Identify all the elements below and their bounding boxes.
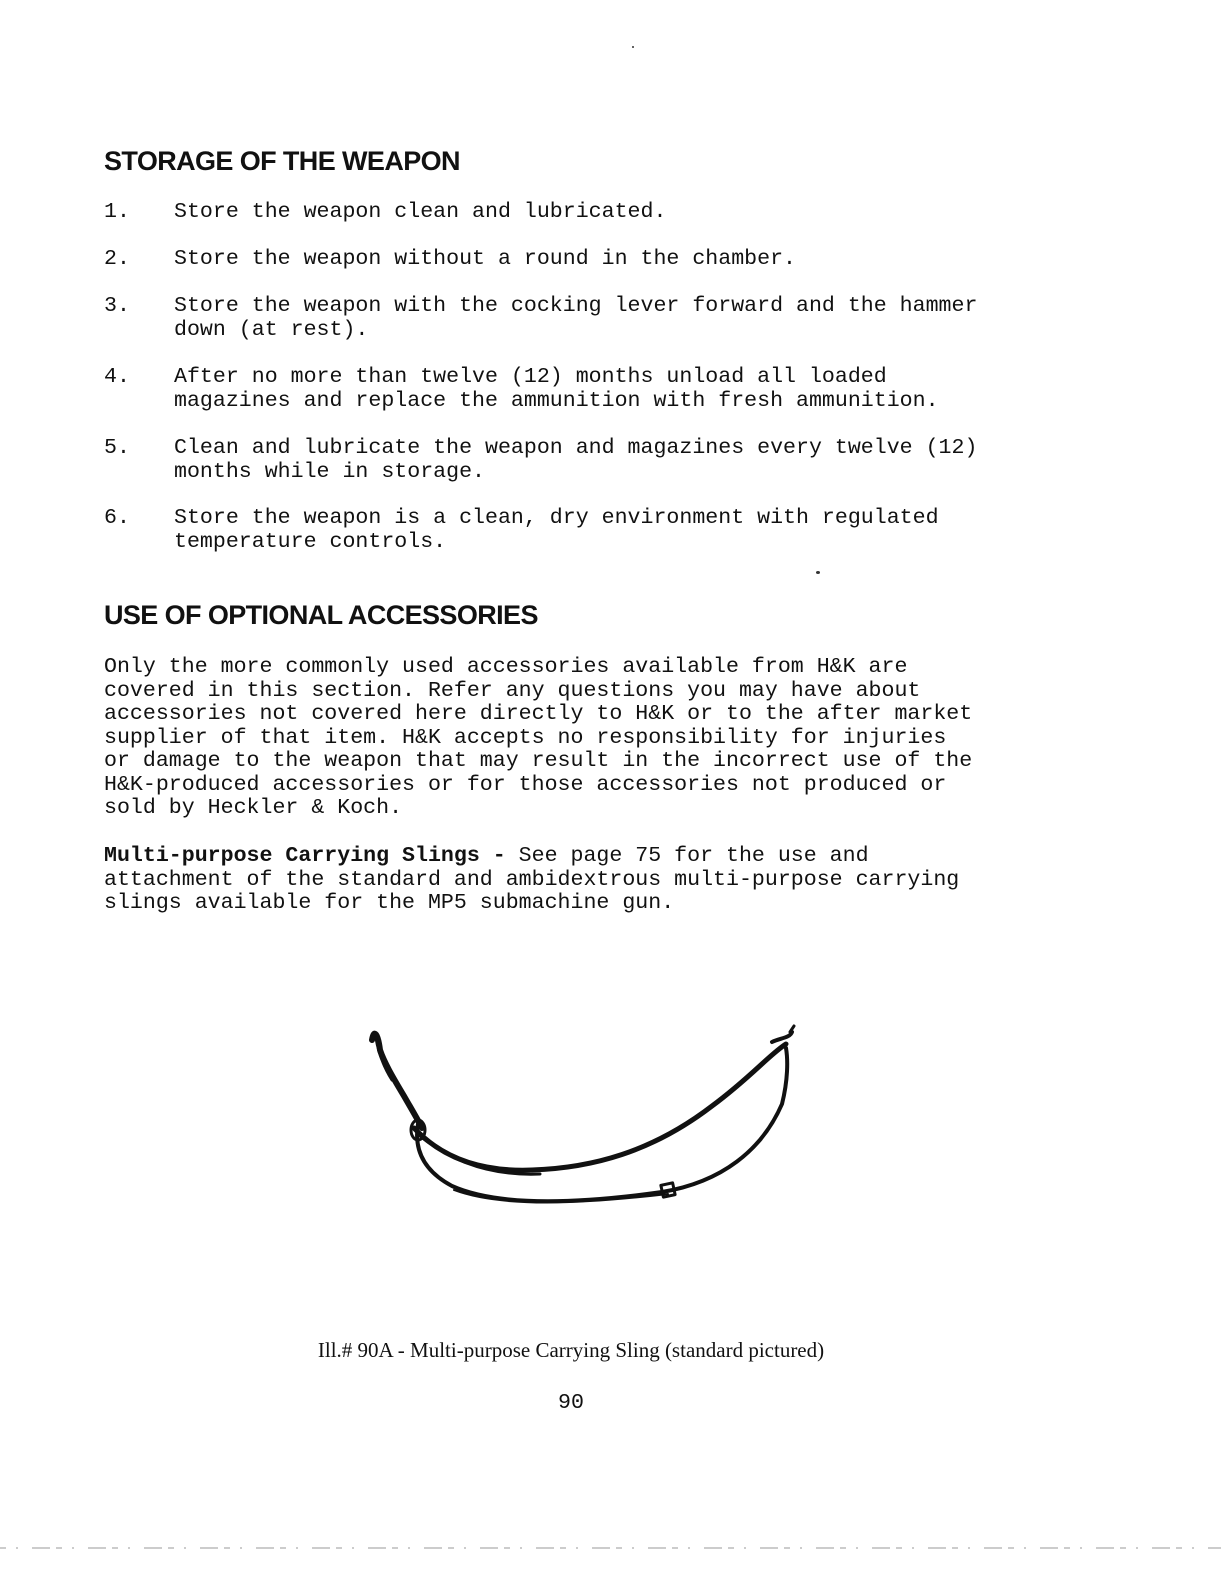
item-number: 3. [104, 294, 130, 318]
figure-caption: Ill.# 90A - Multi-purpose Carrying Sling (standard pictured) [317, 1338, 825, 1362]
slings-title: Multi-purpose Carrying Slings - [104, 844, 506, 868]
accessories-intro: Only the more commonly used accessories available from H&K are covered in this section. Refer any questions you may have about accessories not covered here directly to H&K or to the after market supplier of that item. H&K accepts no responsibility for injuries or damage to the weapon that may result in the incorrect use of the H&K-produced accessories or for those accessories not produced or sold by Heckler & Koch. [104, 655, 973, 820]
item-text: Store the weapon without a round in the chamber. [174, 247, 797, 271]
scan-speck [632, 46, 634, 48]
page-number: 90 [558, 1391, 584, 1415]
slings-paragraph [104, 845, 1039, 916]
scan-edge-line [0, 1546, 1221, 1550]
storage-heading: STORAGE OF THE WEAPON [104, 146, 460, 176]
item-number: 1. [104, 200, 130, 224]
item-text: Clean and lubricate the weapon and magazines every twelve (12) months while in storage. [174, 436, 978, 484]
item-number: 2. [104, 247, 130, 271]
item-number: 6. [104, 506, 130, 530]
item-text: Store the weapon is a clean, dry environment with regulated temperature controls. [174, 506, 939, 554]
slings-text: See page 75 for the use and attachment of the standard and ambidextrous multi-purpose carrying slings available for the MP5 submachine gun. [104, 844, 960, 915]
item-number: 5. [104, 436, 130, 460]
carrying-sling-illustration [362, 1020, 812, 1225]
item-text: After no more than twelve (12) months unload all loaded magazines and replace the ammunition with fresh ammunition. [174, 365, 939, 413]
accessories-heading: USE OF OPTIONAL ACCESSORIES [104, 600, 538, 630]
item-text: Store the weapon clean and lubricated. [174, 200, 667, 224]
item-number: 4. [104, 365, 130, 389]
item-text: Store the weapon with the cocking lever forward and the hammer down (at rest). [174, 294, 978, 342]
scan-speck [816, 571, 820, 574]
